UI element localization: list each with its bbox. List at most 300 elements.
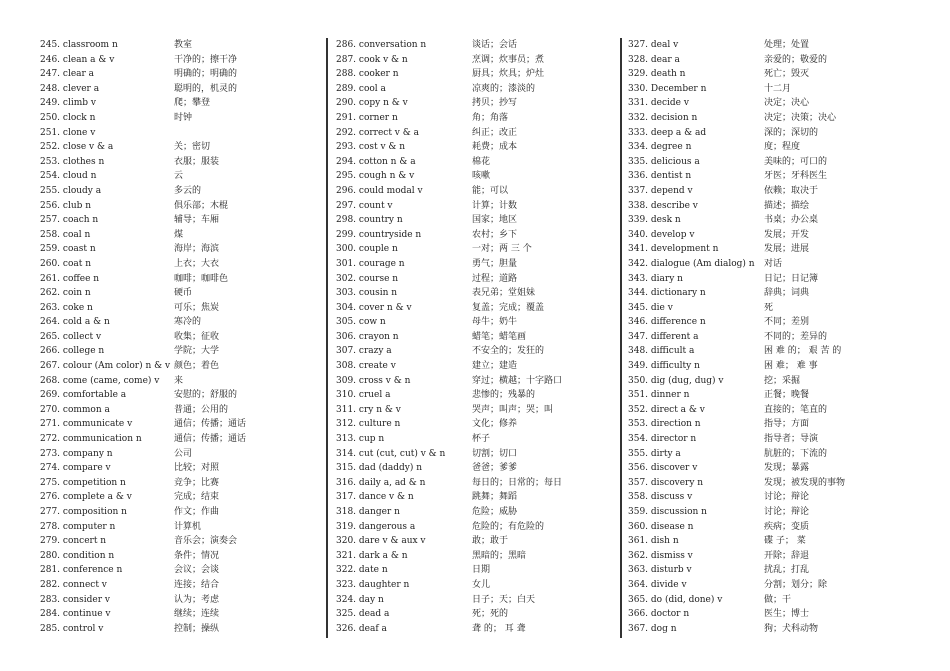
entry-meaning: 聪明的，机灵的 [174,83,238,94]
entry-meaning: 悲惨的；残暴的 [472,390,536,401]
entry-word: 327. deal v [628,40,679,50]
entry-meaning: 十二月 [764,83,792,94]
vocab-entry [40,111,288,126]
entry-meaning: 比较；对照 [174,463,220,474]
vocab-entry [336,563,588,578]
vocab-entry [336,476,588,491]
entry-meaning: 直接的；笔直的 [764,404,828,415]
entry-word: 275. competition n [40,477,126,488]
entry-meaning: 时钟 [174,112,193,123]
entry-meaning: 敢；敢于 [472,536,509,547]
vocab-column-1 [40,38,288,636]
vocab-entry [40,593,288,608]
entry-meaning: 农村；乡下 [472,229,518,240]
vocab-entry [336,520,588,535]
entry-meaning: 通信；传播；通话 [174,419,247,430]
entry-meaning: 拷贝；抄写 [472,98,518,109]
entry-meaning: 发展；进展 [764,244,810,255]
entry-meaning: 竞争；比赛 [174,477,220,488]
entry-word: 306. crayon n [336,331,399,342]
entry-word: 247. clear a [40,69,95,80]
entry-meaning: 每日的；日常的；每日 [472,477,563,488]
entry-word: 364. divide v [628,579,687,590]
vocab-entry [336,593,588,608]
vocab-entry [40,330,288,345]
entry-meaning: 扰乱；打乱 [764,565,810,576]
entry-meaning: 医生；博士 [764,609,810,620]
entry-word: 328. dear a [628,54,680,65]
vocab-entry [336,315,588,330]
entry-word: 344. dictionary n [628,288,706,299]
vocab-entry [40,53,288,68]
entry-word: 342. dialogue (Am dialog) n [628,258,755,269]
entry-word: 350. dig (dug, dug) v [628,375,724,386]
entry-meaning: 连接；结合 [174,579,220,590]
vocab-entry [336,461,588,476]
entry-meaning: 开除；辞退 [764,550,810,561]
entry-meaning: 处理；处置 [764,40,810,50]
entry-meaning: 学院；大学 [174,346,220,357]
entry-word: 317. dance v & n [336,492,414,503]
vocab-entry [628,461,878,476]
entry-word: 279. concert n [40,536,107,547]
entry-meaning: 日子；天；白天 [472,594,536,605]
vocab-entry [40,534,288,549]
entry-meaning: 蜡笔；蜡笔画 [472,331,527,342]
vocab-entry [336,388,588,403]
entry-word: 311. cry n & v [336,404,401,415]
entry-meaning: 纠正；改正 [472,127,518,138]
vocab-entry [628,476,878,491]
entry-meaning: 指导；方面 [764,419,810,430]
entry-meaning: 发现；被发现的事物 [764,477,846,488]
vocab-entry [40,184,288,199]
entry-word: 320. dare v & aux v [336,536,426,547]
entry-meaning: 干净的；擦干净 [174,54,238,65]
entry-word: 345. die v [628,302,673,313]
entry-word: 307. crazy a [336,346,392,357]
entry-word: 303. cousin n [336,288,398,299]
vocab-entry [40,199,288,214]
entry-word: 332. decision n [628,112,698,123]
entry-meaning: 死；死的 [472,609,509,620]
entry-word: 262. coin n [40,288,91,299]
entry-meaning: 继续；连续 [174,609,220,620]
entry-meaning: 日记；日记簿 [764,273,819,284]
entry-word: 348. difficult a [628,346,695,357]
entry-word: 341. development n [628,244,719,255]
entry-meaning: 寒冷的 [174,317,202,328]
entry-word: 360. disease n [628,521,694,532]
entry-word: 252. close v & a [40,142,114,153]
vocab-entry [40,272,288,287]
entry-meaning: 发现；暴露 [764,463,810,474]
vocab-entry [336,505,588,520]
entry-word: 314. cut (cut, cut) v & n [336,448,446,459]
vocab-entry [40,476,288,491]
vocab-entry [628,330,878,345]
entry-meaning: 复盖；完成；覆盖 [472,302,545,313]
entry-word: 255. cloudy a [40,185,102,196]
vocab-entry [336,199,588,214]
vocab-entry [40,359,288,374]
entry-meaning: 可乐；焦炭 [174,302,220,313]
vocab-entry [40,38,288,53]
entry-word: 287. cook v & n [336,54,408,65]
entry-word: 274. compare v [40,463,111,474]
entry-meaning: 危险的；有危险的 [472,521,545,532]
vocab-entry [40,549,288,564]
vocab-entry [40,432,288,447]
entry-word: 293. cost v & n [336,142,406,153]
entry-word: 305. cow n [336,317,386,328]
entry-meaning: 牙医；牙科医生 [764,171,828,182]
entry-meaning: 困 难； 难 事 [764,361,818,372]
entry-meaning: 棉花 [472,156,491,167]
vocab-entry [336,374,588,389]
entry-meaning: 依赖；取决于 [764,185,819,196]
entry-word: 249. climb v [40,98,96,109]
entry-word: 329. death n [628,69,686,80]
entry-word: 285. control v [40,623,104,634]
entry-meaning: 咳嗽 [472,171,491,182]
column-divider [326,38,328,638]
entry-word: 272. communication n [40,434,142,445]
entry-meaning: 国家；地区 [472,215,518,226]
entry-word: 313. cup n [336,434,385,445]
vocab-entry [336,257,588,272]
entry-meaning: 分割；划分；除 [764,579,828,590]
vocab-entry [628,622,878,637]
entry-meaning: 指导者；导演 [764,434,819,445]
entry-meaning: 碟 子； 菜 [764,536,806,547]
entry-word: 336. dentist n [628,171,692,182]
entry-word: 358. discuss v [628,492,693,503]
entry-word: 281. conference n [40,565,123,576]
vocab-entry [336,534,588,549]
vocab-entry [628,534,878,549]
entry-meaning: 切割；切口 [472,448,518,459]
entry-word: 357. discovery n [628,477,704,488]
entry-meaning: 俱乐部；木棍 [174,200,229,211]
entry-word: 248. clever a [40,83,100,94]
vocab-column-2 [336,38,588,636]
entry-word: 352. direct a & v [628,404,705,415]
vocab-entry [40,301,288,316]
entry-word: 316. daily a, ad & n [336,477,426,488]
vocab-entry [628,53,878,68]
entry-meaning: 度；程度 [764,142,801,153]
vocab-entry [336,213,588,228]
vocab-entry [628,549,878,564]
entry-word: 359. discussion n [628,507,707,517]
vocab-entry [628,82,878,97]
entry-meaning: 音乐会；演奏会 [174,536,238,547]
vocab-entry [628,417,878,432]
entry-word: 286. conversation n [336,40,427,50]
entry-meaning: 能；可以 [472,185,509,196]
vocab-entry [336,417,588,432]
entry-meaning: 文化；修养 [472,419,518,430]
vocab-entry [40,126,288,141]
entry-word: 288. cooker n [336,69,399,80]
entry-meaning: 做；干 [764,594,792,605]
entry-word: 300. couple n [336,244,398,255]
entry-meaning: 爬；攀登 [174,98,211,109]
vocab-entry [336,82,588,97]
entry-word: 322. date n [336,565,388,576]
vocab-entry [336,578,588,593]
vocab-entry [628,38,878,53]
entry-meaning: 多云的 [174,185,202,196]
vocab-entry [336,155,588,170]
entry-meaning: 计算；计数 [472,200,518,211]
entry-meaning: 咖啡；咖啡色 [174,273,229,284]
entry-meaning: 日期 [472,565,491,576]
vocab-entry [628,213,878,228]
vocab-entry [628,67,878,82]
entry-word: 290. copy n & v [336,98,408,109]
vocab-entry [336,622,588,637]
entry-meaning: 穿过；横越；十字路口 [472,375,563,386]
entry-word: 276. complete a & v [40,492,132,503]
entry-word: 277. composition n [40,507,127,517]
entry-word: 365. do (did, done) v [628,594,723,605]
entry-meaning: 普通；公用的 [174,404,229,415]
entry-meaning: 衣服；服装 [174,156,220,167]
vocab-entry [336,140,588,155]
entry-meaning: 死 [764,302,774,313]
entry-meaning: 辅导；车厢 [174,215,220,226]
entry-word: 260. coat n [40,258,91,269]
entry-word: 295. cough n & v [336,171,415,182]
entry-meaning: 谈话；会话 [472,40,518,50]
vocab-entry [40,505,288,520]
column-divider [620,38,622,638]
entry-word: 323. daughter n [336,579,410,590]
entry-word: 301. courage n [336,258,405,269]
entry-meaning: 母牛；奶牛 [472,317,518,328]
entry-meaning: 狗；犬科动物 [764,623,819,634]
entry-meaning: 角；角落 [472,112,509,123]
entry-word: 340. develop v [628,229,695,240]
vocab-entry [40,67,288,82]
vocab-entry [628,505,878,520]
vocab-entry [628,520,878,535]
entry-word: 254. cloud n [40,171,97,182]
vocab-entry [336,228,588,243]
entry-meaning: 爸爸；爹爹 [472,463,518,474]
vocab-entry [336,301,588,316]
entry-word: 257. coach n [40,215,99,226]
entry-meaning: 不安全的；发狂的 [472,346,545,357]
entry-meaning: 死亡；毁灭 [764,69,810,80]
entry-word: 333. deep a & ad [628,127,707,138]
entry-word: 246. clean a & v [40,54,115,65]
entry-word: 353. direction n [628,419,701,430]
vocab-entry [628,563,878,578]
vocab-entry [40,242,288,257]
entry-meaning: 哭声；叫声；哭；叫 [472,404,554,415]
vocab-entry [40,490,288,505]
entry-word: 265. collect v [40,331,102,342]
entry-word: 331. decide v [628,98,689,109]
entry-word: 253. clothes n [40,156,105,167]
vocab-entry [336,432,588,447]
entry-meaning: 通信；传播；通话 [174,434,247,445]
entry-meaning: 描述；描绘 [764,200,810,211]
entry-word: 349. difficulty n [628,361,700,372]
entry-word: 361. dish n [628,536,679,547]
entry-meaning: 讨论；辩论 [764,507,810,517]
vocab-entry [628,155,878,170]
entry-meaning: 美味的；可口的 [764,156,828,167]
entry-meaning: 建立；建造 [472,361,518,372]
entry-meaning: 杯子 [472,434,491,445]
entry-meaning: 明确的；明确的 [174,69,238,80]
entry-meaning: 聋 的； 耳 聋 [472,623,526,634]
vocab-entry [336,67,588,82]
vocab-entry [40,213,288,228]
entry-meaning: 耗费；成本 [472,142,518,153]
vocab-entry [40,344,288,359]
vocab-entry [40,578,288,593]
vocab-entry [628,242,878,257]
vocab-column-3 [628,38,878,636]
entry-meaning: 煤 [174,229,184,240]
vocab-entry [628,272,878,287]
entry-meaning: 安慰的；舒服的 [174,390,238,401]
vocab-entry [40,140,288,155]
vocab-entry [628,578,878,593]
entry-word: 312. culture n [336,419,401,430]
entry-word: 338. describe v [628,200,698,211]
entry-word: 263. coke n [40,302,93,313]
entry-word: 347. different a [628,331,699,342]
entry-meaning: 危险；威胁 [472,507,518,517]
entry-meaning: 上衣；大衣 [174,258,220,269]
entry-word: 356. discover v [628,463,698,474]
entry-meaning: 肮脏的；下流的 [764,448,828,459]
entry-meaning: 讨论；辩论 [764,492,810,503]
entry-meaning: 教室 [174,40,193,50]
entry-word: 310. cruel a [336,390,391,401]
vocab-entry [336,38,588,53]
entry-word: 330. December n [628,83,707,94]
entry-word: 283. consider v [40,594,110,605]
entry-word: 366. doctor n [628,609,690,620]
entry-meaning: 勇气；胆量 [472,258,518,269]
vocab-entry [336,96,588,111]
entry-meaning: 控制；操纵 [174,623,220,634]
vocab-entry [336,447,588,462]
entry-meaning: 过程；道路 [472,273,518,284]
vocab-entry [628,228,878,243]
entry-word: 299. countryside n [336,229,422,240]
entry-meaning: 决定；决策；决心 [764,112,837,123]
entry-word: 289. cool a [336,83,386,94]
entry-word: 271. communicate v [40,419,133,430]
entry-word: 315. dad (daddy) n [336,463,423,474]
vocab-entry [628,403,878,418]
entry-meaning: 关；密切 [174,142,211,153]
vocab-entry [628,359,878,374]
entry-word: 297. count v [336,200,393,211]
vocab-entry [40,417,288,432]
entry-word: 351. dinner n [628,390,690,401]
entry-meaning: 辞典；词典 [764,288,810,299]
entry-meaning: 书桌；办公桌 [764,215,819,226]
vocab-entry [336,286,588,301]
vocab-entry [336,184,588,199]
entry-word: 363. disturb v [628,565,692,576]
entry-word: 282. connect v [40,579,107,590]
entry-word: 309. cross v & n [336,375,411,386]
entry-meaning: 会议；会谈 [174,565,220,576]
entry-meaning: 硬币 [174,288,193,299]
entry-meaning: 计算机 [174,521,202,532]
entry-word: 355. dirty a [628,448,681,459]
entry-word: 296. could modal v [336,185,423,196]
vocab-entry [336,490,588,505]
entry-word: 266. college n [40,346,105,357]
vocab-entry [628,140,878,155]
entry-meaning: 厨具；炊具；炉灶 [472,69,545,80]
vocab-entry [628,432,878,447]
entry-word: 280. condition n [40,550,115,561]
entry-word: 318. danger n [336,507,400,517]
entry-word: 319. dangerous a [336,521,416,532]
entry-meaning: 条件；情况 [174,550,220,561]
entry-word: 339. desk n [628,215,681,226]
vocab-entry [628,374,878,389]
entry-word: 346. difference n [628,317,706,328]
entry-word: 268. come (came, come) v [40,375,160,386]
vocab-entry [628,96,878,111]
entry-word: 256. club n [40,200,92,211]
entry-word: 259. coast n [40,244,96,255]
vocab-entry [628,607,878,622]
vocab-entry [628,593,878,608]
vocab-entry [336,330,588,345]
entry-meaning: 挖；采掘 [764,375,801,386]
entry-word: 343. diary n [628,273,683,284]
vocab-entry [336,53,588,68]
vocab-entry [40,257,288,272]
vocab-entry [40,82,288,97]
vocab-entry [628,447,878,462]
entry-word: 270. common a [40,404,110,415]
vocab-entry [40,286,288,301]
vocab-entry [628,301,878,316]
vocab-entry [336,549,588,564]
entry-word: 325. dead a [336,609,390,620]
entry-word: 324. day n [336,594,384,605]
entry-meaning: 正餐；晚餐 [764,390,810,401]
vocab-entry [628,199,878,214]
vocab-entry [336,359,588,374]
entry-meaning: 公司 [174,448,193,459]
entry-word: 334. degree n [628,142,692,153]
vocab-entry [336,403,588,418]
entry-meaning: 不同的；差异的 [764,331,828,342]
entry-word: 278. computer n [40,521,116,532]
vocab-entry [628,184,878,199]
vocab-entry [336,272,588,287]
vocab-entry [40,447,288,462]
vocab-entry [336,111,588,126]
entry-meaning: 颜色；着色 [174,361,220,372]
